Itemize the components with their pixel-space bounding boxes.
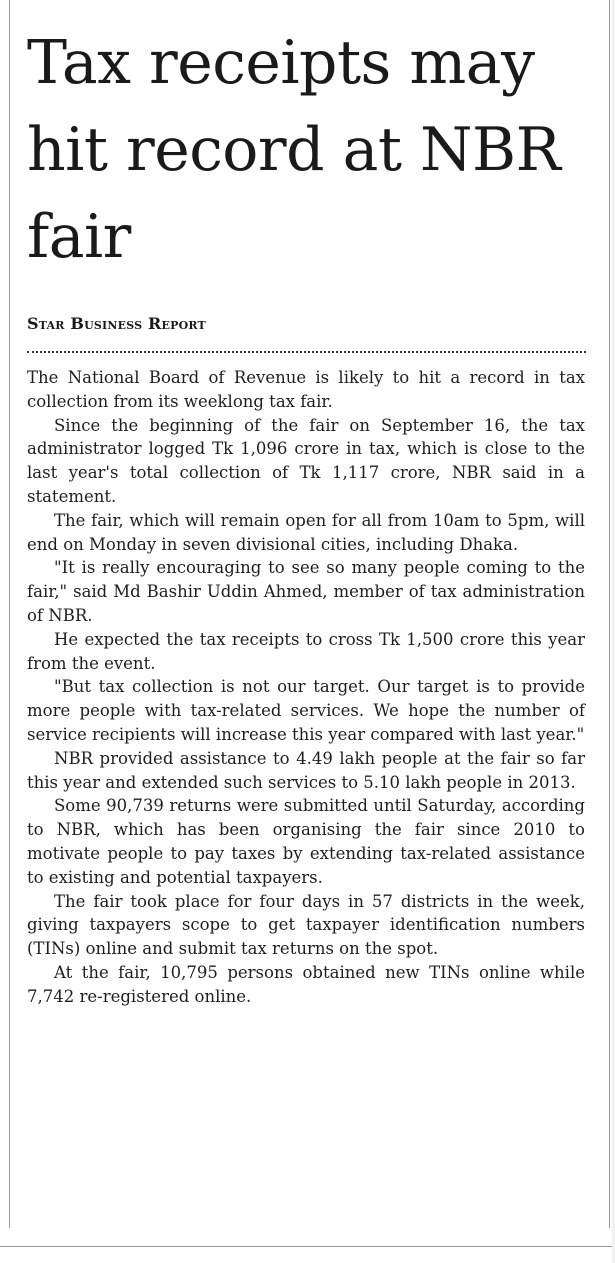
column-rule-right (609, 0, 610, 1228)
paragraph: The fair took place for four days in 57 districts in the week, giving taxpayers scope to get taxpayer identification numbers (TINs) online and submit tax returns on the spot. (27, 891, 585, 959)
paragraph: Since the beginning of the fair on September 16, the tax administrator logged Tk 1,096 crore in tax, which is close to the last year's total collection of Tk 1,117 crore, NBR said in a statement. (27, 415, 585, 506)
column-rule-left (9, 0, 10, 1228)
column-rule-bottom (0, 1246, 615, 1247)
article-headline: Tax receipts may hit record at NBR fair (27, 28, 561, 272)
paragraph: At the fair, 10,795 persons obtained new TINs online while 7,742 re-registered online. (27, 962, 585, 1006)
paragraph: NBR provided assistance to 4.49 lakh people at the fair so far this year and extended such services to 5.10 lakh people in 2013. (27, 748, 585, 792)
paragraph: The fair, which will remain open for all from 10am to 5pm, will end on Monday in seven divisional cities, including Dhaka. (27, 510, 585, 554)
paragraph: He expected the tax receipts to cross Tk 1,500 crore this year from the event. (27, 629, 585, 673)
article-body (27, 366, 585, 1009)
paragraph: "But tax collection is not our target. Our target is to provide more people with tax-related services. We hope the number of service recipients will increase this year compared with last year." (27, 677, 585, 744)
byline-divider (27, 351, 586, 353)
article-byline: Star Business Report (27, 314, 206, 333)
paragraph: The National Board of Revenue is likely to hit a record in tax collection from its weeklong tax fair. (27, 368, 585, 411)
paragraph: Some 90,739 returns were submitted until Saturday, according to NBR, which has been organising the fair since 2010 to motivate people to pay taxes by extending tax-related assistance to existing and potential taxpayers. (27, 796, 585, 887)
paragraph: "It is really encouraging to see so many people coming to the fair," said Md Bashir Uddin Ahmed, member of tax administration of NBR. (27, 558, 585, 625)
